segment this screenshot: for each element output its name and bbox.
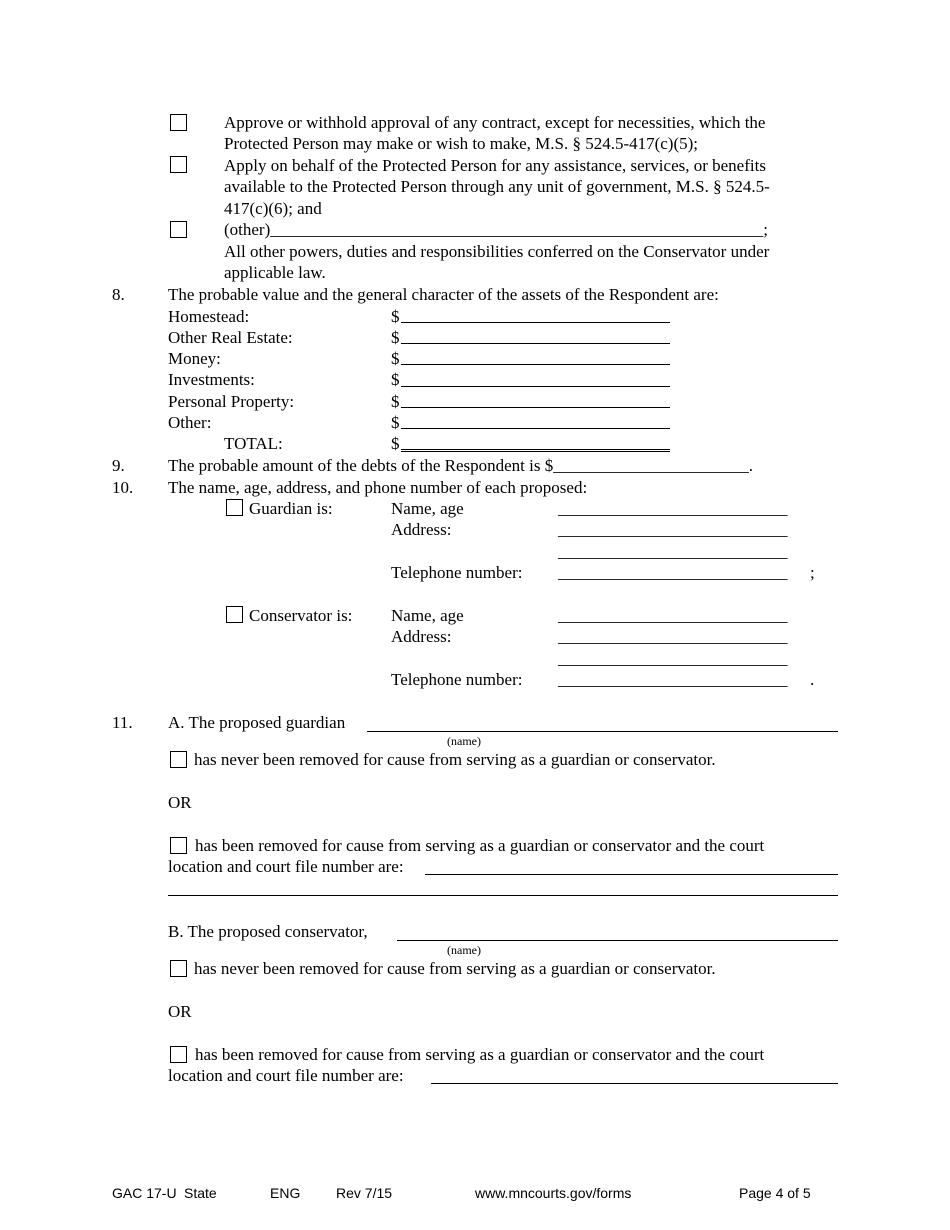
all-powers-text-1: All other powers, duties and responsibilities conferred on the Conservator under [224, 242, 770, 261]
conservator-name-age-field[interactable]: ___________________________ [558, 606, 788, 625]
conservator-phone-end: . [810, 670, 815, 689]
conservator-checkbox[interactable] [226, 606, 243, 623]
guardian-address-field-1[interactable]: ___________________________ [558, 520, 788, 539]
conservator-name-caption: (name) [447, 943, 481, 957]
conservator-court-file-field[interactable] [431, 1083, 838, 1084]
conservator-address-field-1[interactable]: ___________________________ [558, 627, 788, 646]
contract-approval-text-1: Approve or withhold approval of any contract, except for necessities, which the [224, 113, 766, 132]
contract-approval-checkbox[interactable] [170, 114, 187, 131]
conservator-removed-checkbox[interactable] [170, 1046, 187, 1063]
guardian-address-label: Address: [391, 520, 452, 539]
conservator-removed-text-1: has been removed for cause from serving as a guardian or conservator and the court [195, 1045, 765, 1064]
section-10-number: 10. [112, 478, 134, 497]
conservator-removed-text-2: location and court file number are: [168, 1066, 404, 1085]
guardian-telephone-field[interactable]: ___________________________ [558, 563, 788, 582]
section-11-number: 11. [112, 713, 133, 732]
asset-field-total[interactable] [401, 449, 670, 452]
proposed-guardian-name-field[interactable] [367, 731, 838, 732]
section-8-text: The probable value and the general character of the assets of the Respondent are: [168, 285, 719, 304]
conservator-address-field-2[interactable]: ___________________________ [558, 649, 788, 668]
guardian-never-removed-text: has never been removed for cause from serving as a guardian or conservator. [194, 750, 716, 769]
conservator-telephone-label: Telephone number: [391, 670, 523, 689]
guardian-removed-text-2: location and court file number are: [168, 857, 404, 876]
asset-field-investments[interactable] [401, 386, 670, 387]
guardian-court-file-field[interactable] [425, 874, 838, 875]
apply-benefits-text-1: Apply on behalf of the Protected Person for any assistance, services, or benefits [224, 156, 766, 175]
conservator-never-removed-checkbox[interactable] [170, 960, 187, 977]
guardian-phone-end: ; [810, 563, 815, 582]
asset-dollar-sign: $ [391, 370, 400, 389]
guardian-removed-checkbox[interactable] [170, 837, 187, 854]
all-powers-text-2: applicable law. [224, 263, 326, 282]
apply-benefits-checkbox[interactable] [170, 156, 187, 173]
asset-label-investments: Investments: [168, 370, 255, 389]
guardian-label: Guardian is: [249, 499, 333, 518]
proposed-conservator-name-field[interactable] [397, 940, 838, 941]
asset-field-other[interactable] [401, 428, 670, 429]
guardian-telephone-label: Telephone number: [391, 563, 523, 582]
section-9-number: 9. [112, 456, 125, 475]
guardian-court-file-field-2[interactable] [168, 895, 838, 896]
section-8-number: 8. [112, 285, 125, 304]
asset-field-personal-property[interactable] [401, 407, 670, 408]
asset-dollar-sign: $ [391, 413, 400, 432]
footer-url[interactable]: www.mncourts.gov/forms [475, 1185, 632, 1201]
guardian-or-text: OR [168, 793, 192, 812]
conservator-label: Conservator is: [249, 606, 353, 625]
section-10-text: The name, age, address, and phone number of each proposed: [168, 478, 588, 497]
proposed-guardian-label: A. The proposed guardian [168, 713, 346, 732]
asset-label-money: Money: [168, 349, 221, 368]
guardian-address-field-2[interactable]: ___________________________ [558, 542, 788, 561]
asset-dollar-sign: $ [391, 307, 400, 326]
conservator-telephone-field[interactable]: ___________________________ [558, 670, 788, 689]
footer-form-id: GAC 17-U [112, 1185, 177, 1201]
guardian-removed-text-1: has been removed for cause from serving as a guardian or conservator and the court [195, 836, 765, 855]
footer-revision: Rev 7/15 [336, 1185, 393, 1201]
guardian-name-caption: (name) [447, 734, 481, 748]
other-power-checkbox[interactable] [170, 221, 187, 238]
asset-label-other-real-estate: Other Real Estate: [168, 328, 293, 347]
other-power-field[interactable]: (other)__________________________________________________________; [224, 220, 768, 239]
guardian-name-age-field[interactable]: ___________________________ [558, 499, 788, 518]
guardian-never-removed-checkbox[interactable] [170, 751, 187, 768]
conservator-name-age-label: Name, age [391, 606, 464, 625]
conservator-address-label: Address: [391, 627, 452, 646]
asset-label-total: TOTAL: [224, 434, 283, 453]
proposed-conservator-label: B. The proposed conservator, [168, 922, 368, 941]
asset-dollar-sign: $ [391, 392, 400, 411]
footer-state: State [184, 1185, 217, 1201]
conservator-never-removed-text: has never been removed for cause from serving as a guardian or conservator. [194, 959, 716, 978]
asset-dollar-sign: $ [391, 434, 400, 453]
guardian-checkbox[interactable] [226, 499, 243, 516]
asset-label-homestead: Homestead: [168, 307, 250, 326]
footer-page-number: Page 4 of 5 [739, 1185, 811, 1201]
conservator-or-text: OR [168, 1002, 192, 1021]
apply-benefits-text-2: available to the Protected Person through any unit of government, M.S. § 524.5- [224, 177, 770, 196]
asset-field-other-real-estate[interactable] [401, 343, 670, 344]
asset-field-homestead[interactable] [401, 322, 670, 323]
asset-dollar-sign: $ [391, 328, 400, 347]
apply-benefits-text-3: 417(c)(6); and [224, 199, 322, 218]
section-9-debts-text[interactable]: The probable amount of the debts of the Respondent is $_______________________. [168, 456, 753, 475]
asset-dollar-sign: $ [391, 349, 400, 368]
footer-language: ENG [270, 1185, 301, 1201]
guardian-name-age-label: Name, age [391, 499, 464, 518]
asset-label-personal-property: Personal Property: [168, 392, 295, 411]
asset-label-other: Other: [168, 413, 212, 432]
asset-field-money[interactable] [401, 364, 670, 365]
contract-approval-text-2: Protected Person may make or wish to make, M.S. § 524.5-417(c)(5); [224, 134, 699, 153]
